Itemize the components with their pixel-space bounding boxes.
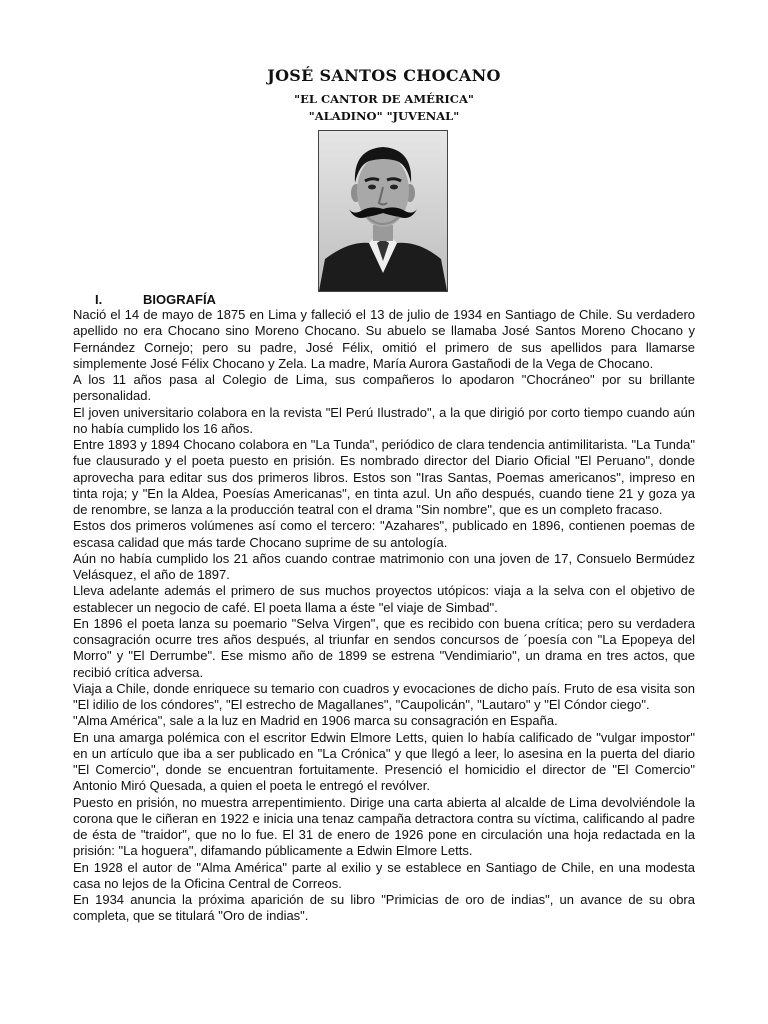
paragraph: El joven universitario colabora en la revista "El Perú Ilustrado", a la que dirigió por corto tiempo cuando aún no había cumplido los 16 años. [73,404,695,436]
paragraph: Viaja a Chile, donde enriquece su temario con cuadros y evocaciones de dicho país. Fruto de esa visita son "El idilio de los cóndores", "El estrecho de Magallanes", "Caupolicán", "Lautaro" y "El Cóndor ciego". [73,680,695,712]
section-title: BIOGRAFÍA [143,292,216,307]
paragraph: "Alma América", sale a la luz en Madrid en 1906 marca su consagración en España. [73,713,558,729]
biography-text [73,307,695,925]
paragraph: En 1896 el poeta lanza su poemario "Selva Virgen", que es recibido con buena crítica; pero su verdadera consagración ocurre tres años después, al triunfar en sendos concursos de ´poesía con "La Epopeya del Morro" y "El Derrumbe". Ese mismo año de 1899 se estrena "Vendimiario", un drama en tres actos, que recibió crítica adversa. [73,615,695,680]
paragraph: Aún no había cumplido los 21 años cuando contrae matrimonio con una joven de 17, Consuelo Bermúdez Velásquez, el año de 1897. [73,550,695,582]
paragraph: A los 11 años pasa al Colegio de Lima, sus compañeros lo apodaron "Chocráneo" por su brillante personalidad. [73,372,695,404]
paragraph: En 1934 anuncia la próxima aparición de su libro "Primicias de oro de indias", un avance de su obra completa, que se titulará "Oro de indias". [73,892,695,924]
paragraph: Entre 1893 y 1894 Chocano colabora en "La Tunda", periódico de clara tendencia antimilitarista. "La Tunda" fue clausurado y el poeta puesto en prisión. Es nombrado director del Diario Oficial "El Peruano", donde aprovecha para editar sus dos primeros libros. Estos son "Iras Santas, Poemas americanos", impreso en tinta roja; y "En la Aldea, Poesías Americanas", en tinta azul. Un año después, cuando tiene 21 y goza ya de renombre, se lanza a la producción teatral con el drama "Sin nombre", que es un completo fracaso. [73,437,695,517]
document-title: JOSÉ SANTOS CHOCANO [267,66,501,85]
paragraph: Lleva adelante además el primero de sus muchos proyectos utópicos: viaja a la selva con el objetivo de establecer un negocio de café. El poeta llama a éste "el viaje de Simbad". [73,583,695,615]
portrait-photo [318,130,448,292]
subtitle-nickname-2: "ALADINO" "JUVENAL" [308,109,460,123]
paragraph: En una amarga polémica con el escritor Edwin Elmore Letts, quien lo había calificado de "vulgar impostor" en un artículo que iba a ser publicado en "La Crónica" y que llegó a leer, lo asesina en la puerta del diario "El Comercio", donde se encuentran fortuitamente. Presenció el homicidio el director de "El Comercio" Antonio Miró Quesada, a quien el poeta le entregó el revólver. [73,729,695,794]
paragraph: Puesto en prisión, no muestra arrepentimiento. Dirige una carta abierta al alcalde de Lima devolviéndole la corona que le ciñeran en 1922 e inicia una tenaz campaña detractora contra su víctima, calificando al padre de ésta de "traidor", que no lo fue. El 31 de enero de 1926 pone en circulación una hoja redactada en la prisión: "La hoguera", difamando públicamente a Edwin Elmore Letts. [73,794,695,859]
paragraph: Nació el 14 de mayo de 1875 en Lima y falleció el 13 de julio de 1934 en Santiago de Chile. Su verdadero apellido no era Chocano sino Moreno Chocano. Su abuelo se llamaba José Santos Moreno Chocano y Fernández Cornejo; pero su padre, José Félix, omitió el primero de sus apellidos para llamarse simplemente José Félix Chocano y Zela. La madre, María Aurora Gastañodi de la Vega de Chocano. [73,307,695,371]
section-heading-biografia [95,292,216,307]
section-number: I. [95,292,103,307]
paragraph: En 1928 el autor de "Alma América" parte al exilio y se establece en Santiago de Chile, en una modesta casa no lejos de la Oficina Central de Correos. [73,859,695,891]
paragraph: Estos dos primeros volúmenes así como el tercero: "Azahares", publicado en 1896, contienen poemas de escasa calidad que más tarde Chocano suprime de su antología. [73,518,695,550]
subtitle-nickname-1: "EL CANTOR DE AMÉRICA" [294,92,474,106]
